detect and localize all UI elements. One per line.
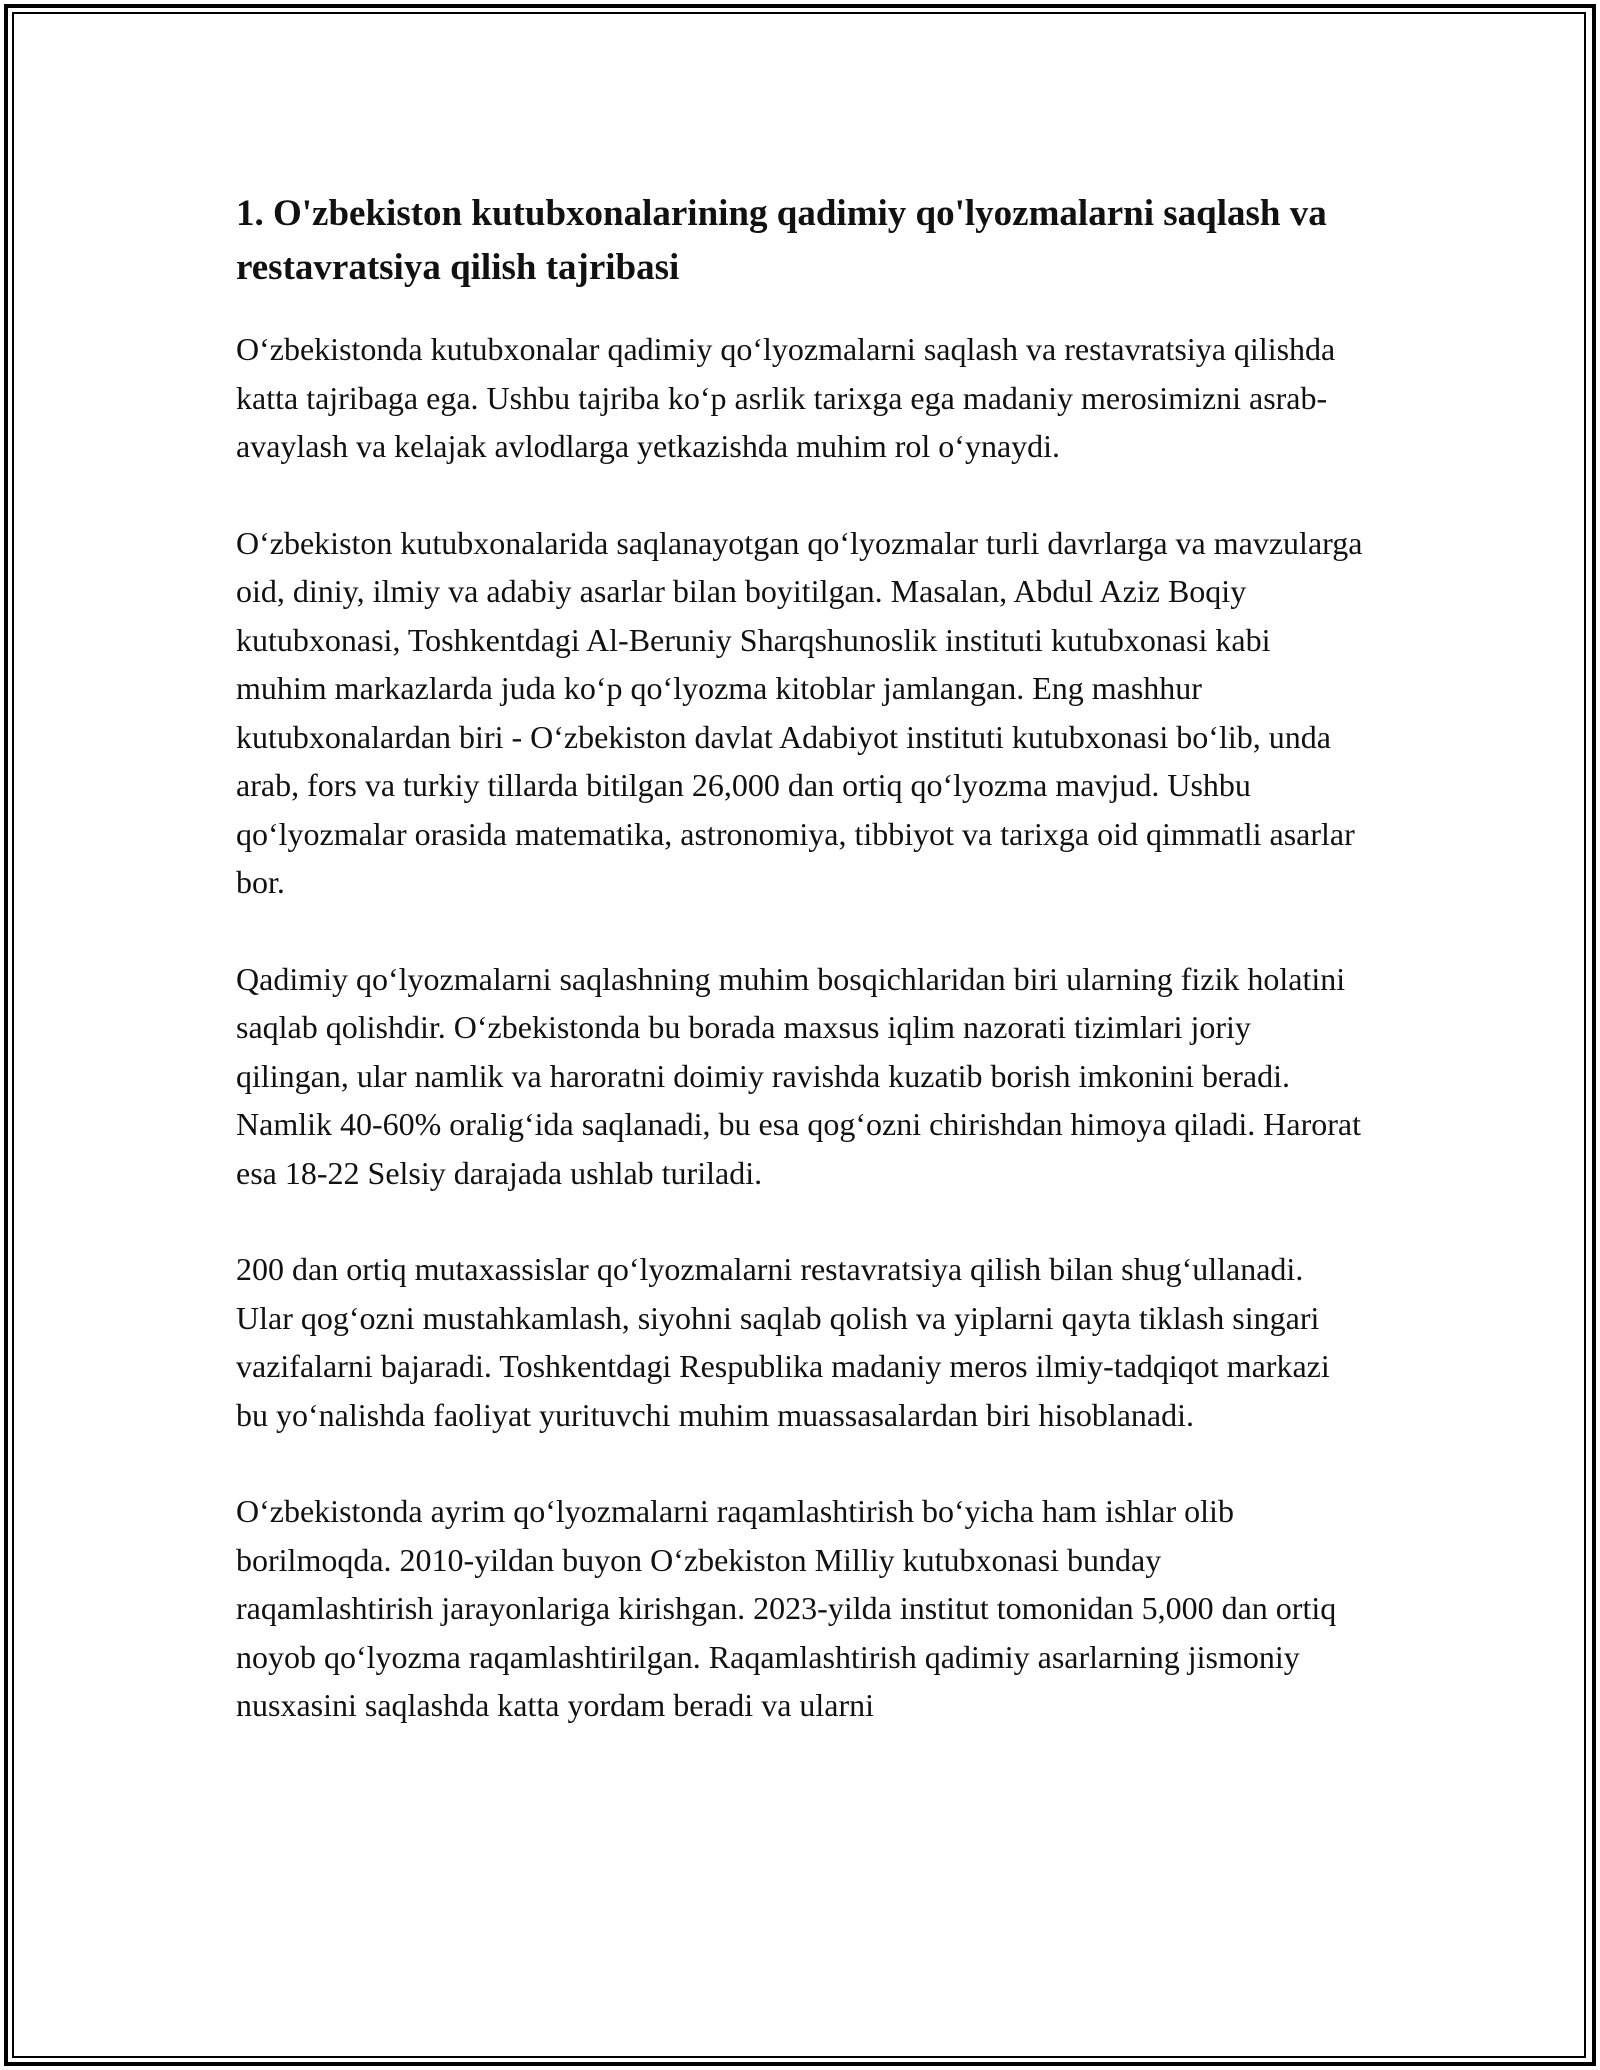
paragraph-2: O‘zbekiston kutubxonalarida saqlanayotgan qo‘lyozmalar turli davrlarga va mavzularga oid, diniy, ilmiy va adabiy asarlar bilan boyitilgan. Masalan, Abdul Aziz Boqiy kutubxonasi, Toshkentdagi Al-Beruniy Sharqshunoslik instituti kutubxonasi kabi muhim markazlarda juda ko‘p qo‘lyozma kitoblar jamlangan. Eng mashhur kutubxonalardan biri - O‘zbekiston davlat Adabiyot instituti kutubxonasi bo‘lib, unda arab, fors va turkiy tillarda bitilgan 26,000 dan ortiq qo‘lyozma mavjud. Ushbu qo‘lyozmalar orasida matematika, astronomiya, tibbiyot va tarixga oid qimmatli asarlar bor. [236,524,1363,900]
section-heading: 1. O'zbekiston kutubxonalarining qadimiy qo'lyozmalarni saqlash va restavratsiya qilish tajribasi [236,193,1327,288]
paragraph-3: Qadimiy qo‘lyozmalarni saqlashning muhim bosqichlaridan biri ularning fizik holatini saqlab qolishdir. O‘zbekistonda bu borada maxsus iqlim nazorati tizimlari joriy qilingan, ular namlik va haroratni doimiy ravishda kuzatib borish imkonini beradi. Namlik 40-60% oralig‘ida saqlanadi, bu esa qog‘ozni chirishdan himoya qiladi. Harorat esa 18-22 Selsiy darajada ushlab turiladi. [236,960,1362,1191]
paragraph-4: 200 dan ortiq mutaxassislar qo‘lyozmalarni restavratsiya qilish bilan shug‘ullanadi. Ular qog‘ozni mustahkamlash, siyohni saqlab qolish va yiplarni qayta tiklash singari vazifalarni bajaradi. Toshkentdagi Respublika madaniy meros ilmiy-tadqiqot markazi bu yo‘nalishda faoliyat yurituvchi muhim muassasalardan biri hisoblanadi. [236,1251,1330,1433]
paragraph-1: O‘zbekistonda kutubxonalar qadimiy qo‘lyozmalarni saqlash va restavratsiya qilishda katta tajribaga ega. Ushbu tajriba ko‘p asrlik tarixga ega madaniy merosimizni asrab-avaylash va kelajak avlodlarga yetkazishda muhim rol o‘ynaydi. [236,331,1336,464]
paragraph-5: O‘zbekistonda ayrim qo‘lyozmalarni raqamlashtirish bo‘yicha ham ishlar olib borilmoqda. 2010-yildan buyon O‘zbekiston Milliy kutubxonasi bunday raqamlashtirish jarayonlariga kirishgan. 2023-yilda institut tomonidan 5,000 dan ortiq noyob qo‘lyozma raqamlashtirilgan. Raqamlashtirish qadimiy asarlarning jismoniy nusxasini saqlashda katta yordam beradi va ularni [236,1493,1337,1723]
document-body [236,187,1366,1778]
